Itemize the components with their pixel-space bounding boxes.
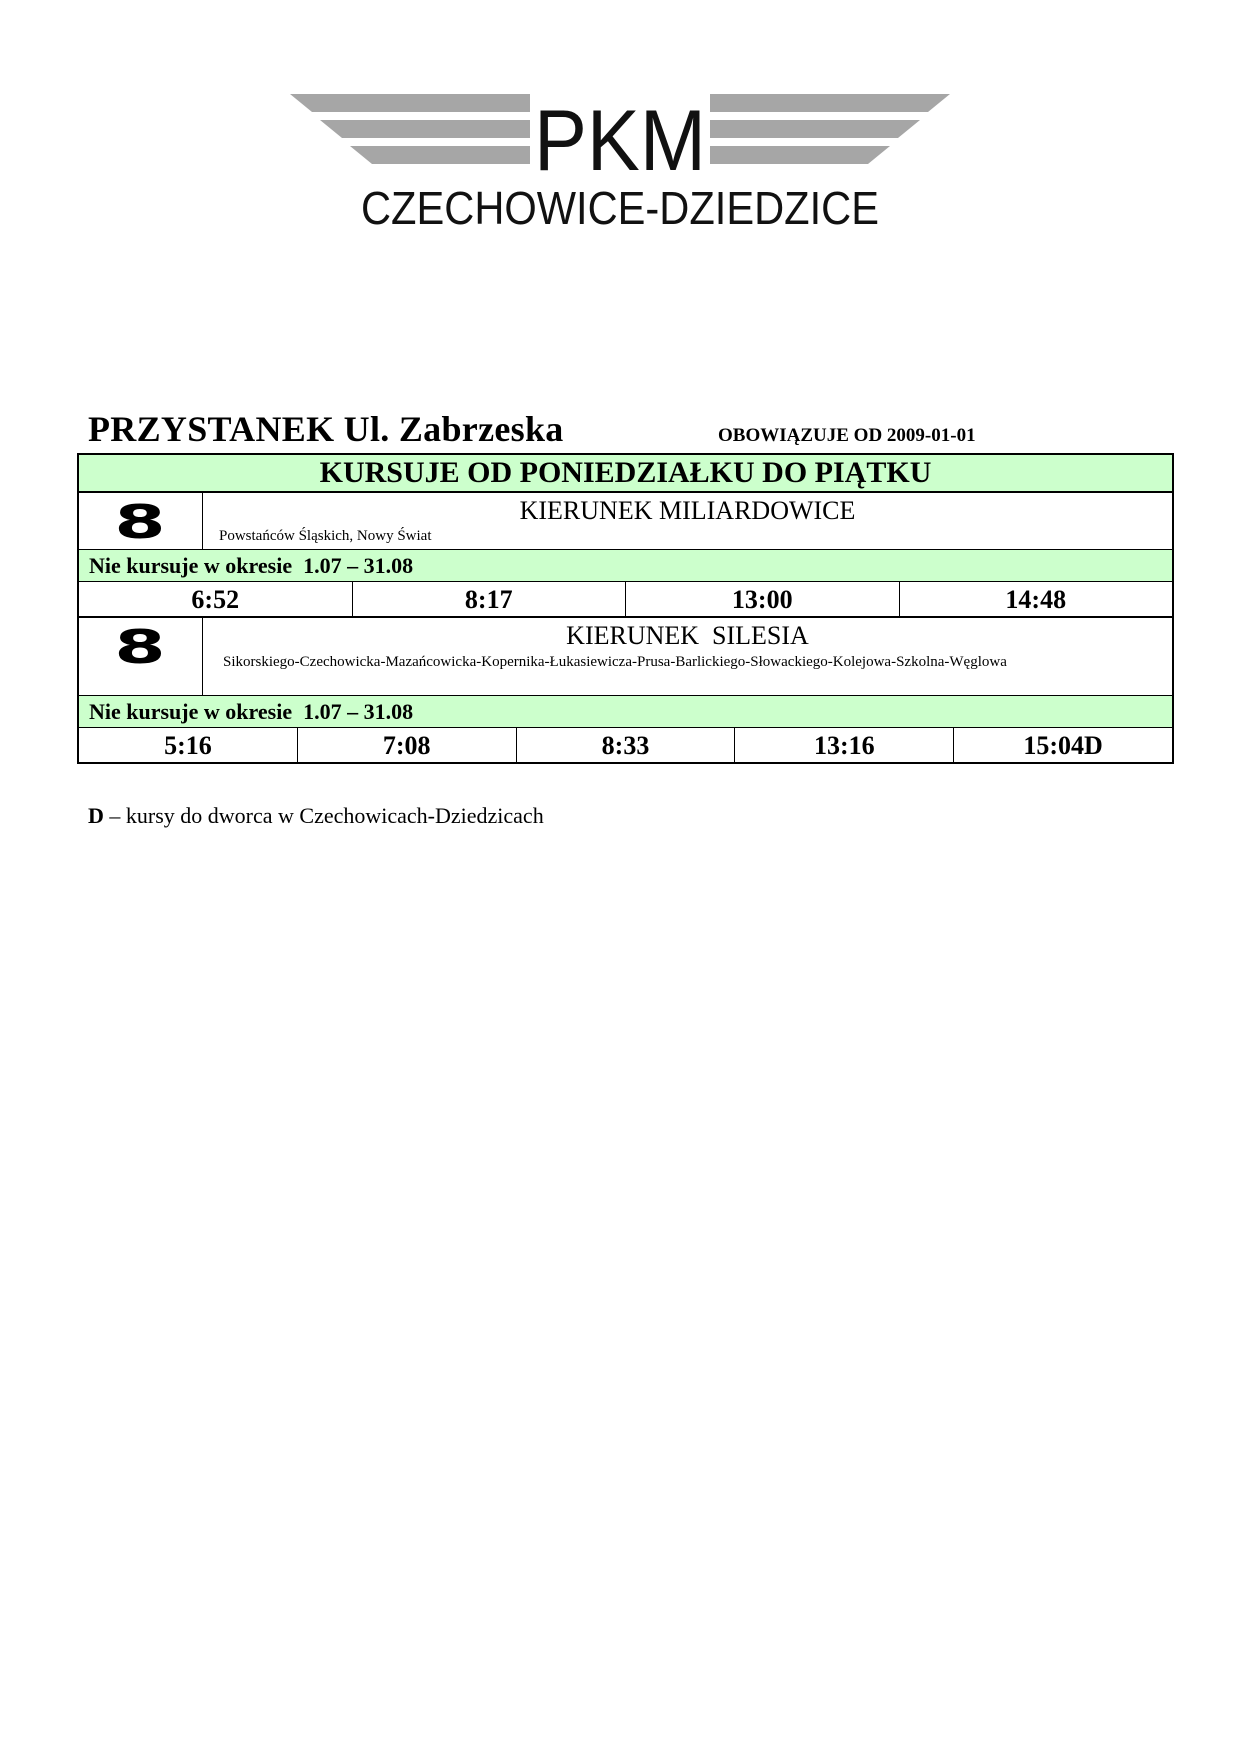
footnote-key: D	[88, 803, 104, 828]
route-header	[79, 618, 1172, 696]
departure-time: 5:16	[79, 728, 298, 762]
departure-time: 7:08	[298, 728, 517, 762]
route-stops: Powstańców Śląskich, Nowy Świat	[219, 528, 432, 544]
departure-time: 13:00	[626, 582, 900, 616]
route-stops: Sikorskiego-Czechowicka-Mazańcowicka-Kopernika-Łukasiewicza-Prusa-Barlickiego-Słowackiego-Kolejowa-Szkolna-Węglowa	[223, 654, 1007, 670]
departure-time: 6:52	[79, 582, 353, 616]
line-number: 8	[114, 620, 167, 674]
departure-time: 15:04D	[1023, 731, 1103, 760]
valid-from-date: OBOWIĄZUJE OD 2009-01-01	[718, 425, 976, 446]
logo-city: CZECHOWICE-DZIEDZICE	[361, 182, 879, 230]
departure-time: 8:17	[353, 582, 627, 616]
logo-stripes-left	[290, 94, 530, 164]
line-number-cell	[79, 493, 203, 549]
logo-brand: PKM	[534, 93, 706, 189]
direction-title: KIERUNEK MILIARDOWICE	[519, 496, 856, 525]
line-number-cell	[79, 618, 203, 695]
departure-time: 14:48	[1005, 585, 1067, 614]
line-number: 8	[114, 495, 167, 549]
exception-note: Nie kursuje w okresie 1.07 – 31.08	[79, 550, 1172, 582]
departure-times-row	[79, 728, 1172, 762]
departure-time: 13:16	[735, 728, 954, 762]
footnote	[88, 803, 544, 829]
logo-stripes-right	[710, 94, 950, 164]
stop-title: PRZYSTANEK Ul. Zabrzeska	[88, 409, 564, 449]
departure-time: 8:33	[517, 728, 736, 762]
route-header	[79, 493, 1172, 550]
direction-cell	[203, 493, 1172, 549]
operating-days-bar: KURSUJE OD PONIEDZIAŁKU DO PIĄTKU	[79, 455, 1172, 493]
exception-note: Nie kursuje w okresie 1.07 – 31.08	[79, 696, 1172, 728]
pkm-logo	[290, 90, 950, 230]
footnote-text: – kursy do dworca w Czechowicach-Dziedzicach	[103, 803, 544, 828]
direction-cell	[203, 618, 1172, 695]
departure-times-row	[79, 582, 1172, 618]
direction-title: KIERUNEK SILESIA	[566, 621, 809, 650]
timetable	[77, 453, 1174, 764]
